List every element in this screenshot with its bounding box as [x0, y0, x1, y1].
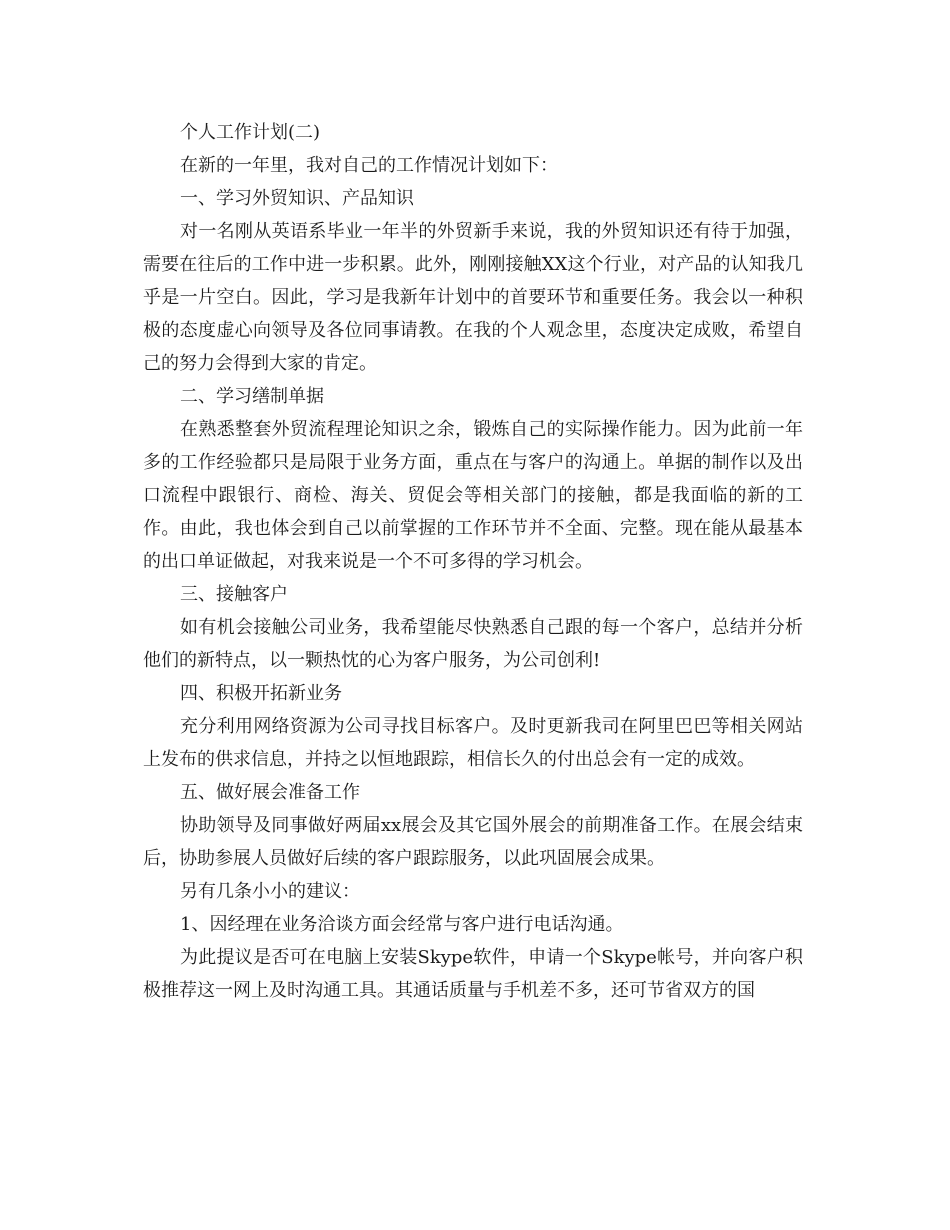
- suggestions-heading: 另有几条小小的建议：: [180, 881, 360, 902]
- document-body: [143, 116, 803, 1007]
- section-body-1: 对一名刚从英语系毕业一年半的外贸新手来说，我的外贸知识还有待于加强，需要在往后的工作中进一步积累。此外，刚刚接触XX这个行业，对产品的认知我几乎是一片空白。因此，学习是我新年计划中的首要环节和重要任务。我会以一种积极的态度虚心向领导及各位同事请教。在我的个人观念里，态度决定成败，希望自己的努力会得到大家的肯定。: [143, 221, 803, 374]
- intro-paragraph: 在新的一年里，我对自己的工作情况计划如下：: [180, 155, 558, 176]
- section-heading-1: 一、学习外贸知识、产品知识: [180, 188, 414, 209]
- section-heading-3: 三、接触客户: [180, 584, 288, 605]
- section-body-4: 充分利用网络资源为公司寻找目标客户。及时更新我司在阿里巴巴等相关网站上发布的供求信息，并持之以恒地跟踪，相信长久的付出总会有一定的成效。: [143, 716, 803, 770]
- section-body-5: 协助领导及同事做好两届xx展会及其它国外展会的前期准备工作。在展会结束后，协助参展人员做好后续的客户跟踪服务，以此巩固展会成果。: [143, 815, 803, 869]
- section-heading-2: 二、学习缮制单据: [180, 386, 324, 407]
- document-title: 个人工作计划(二): [180, 122, 321, 143]
- suggestion-body-1: 为此提议是否可在电脑上安装Skype软件，申请一个Skype帐号，并向客户积极推荐这一网上及时沟通工具。其通话质量与手机差不多，还可节省双方的国: [143, 947, 803, 1001]
- section-body-2: 在熟悉整套外贸流程理论知识之余，锻炼自己的实际操作能力。因为此前一年多的工作经验都只是局限于业务方面，重点在与客户的沟通上。单据的制作以及出口流程中跟银行、商检、海关、贸促会等相关部门的接触，都是我面临的新的工作。由此，我也体会到自己以前掌握的工作环节并不全面、完整。现在能从最基本的出口单证做起，对我来说是一个不可多得的学习机会。: [143, 419, 803, 572]
- section-body-3: 如有机会接触公司业务，我希望能尽快熟悉自己跟的每一个客户，总结并分析他们的新特点，以一颗热忱的心为客户服务，为公司创利!: [143, 617, 803, 671]
- section-heading-5: 五、做好展会准备工作: [180, 782, 360, 803]
- suggestion-heading-1: 1、因经理在业务洽谈方面会经常与客户进行电话沟通。: [180, 914, 624, 935]
- section-heading-4: 四、积极开拓新业务: [180, 683, 342, 704]
